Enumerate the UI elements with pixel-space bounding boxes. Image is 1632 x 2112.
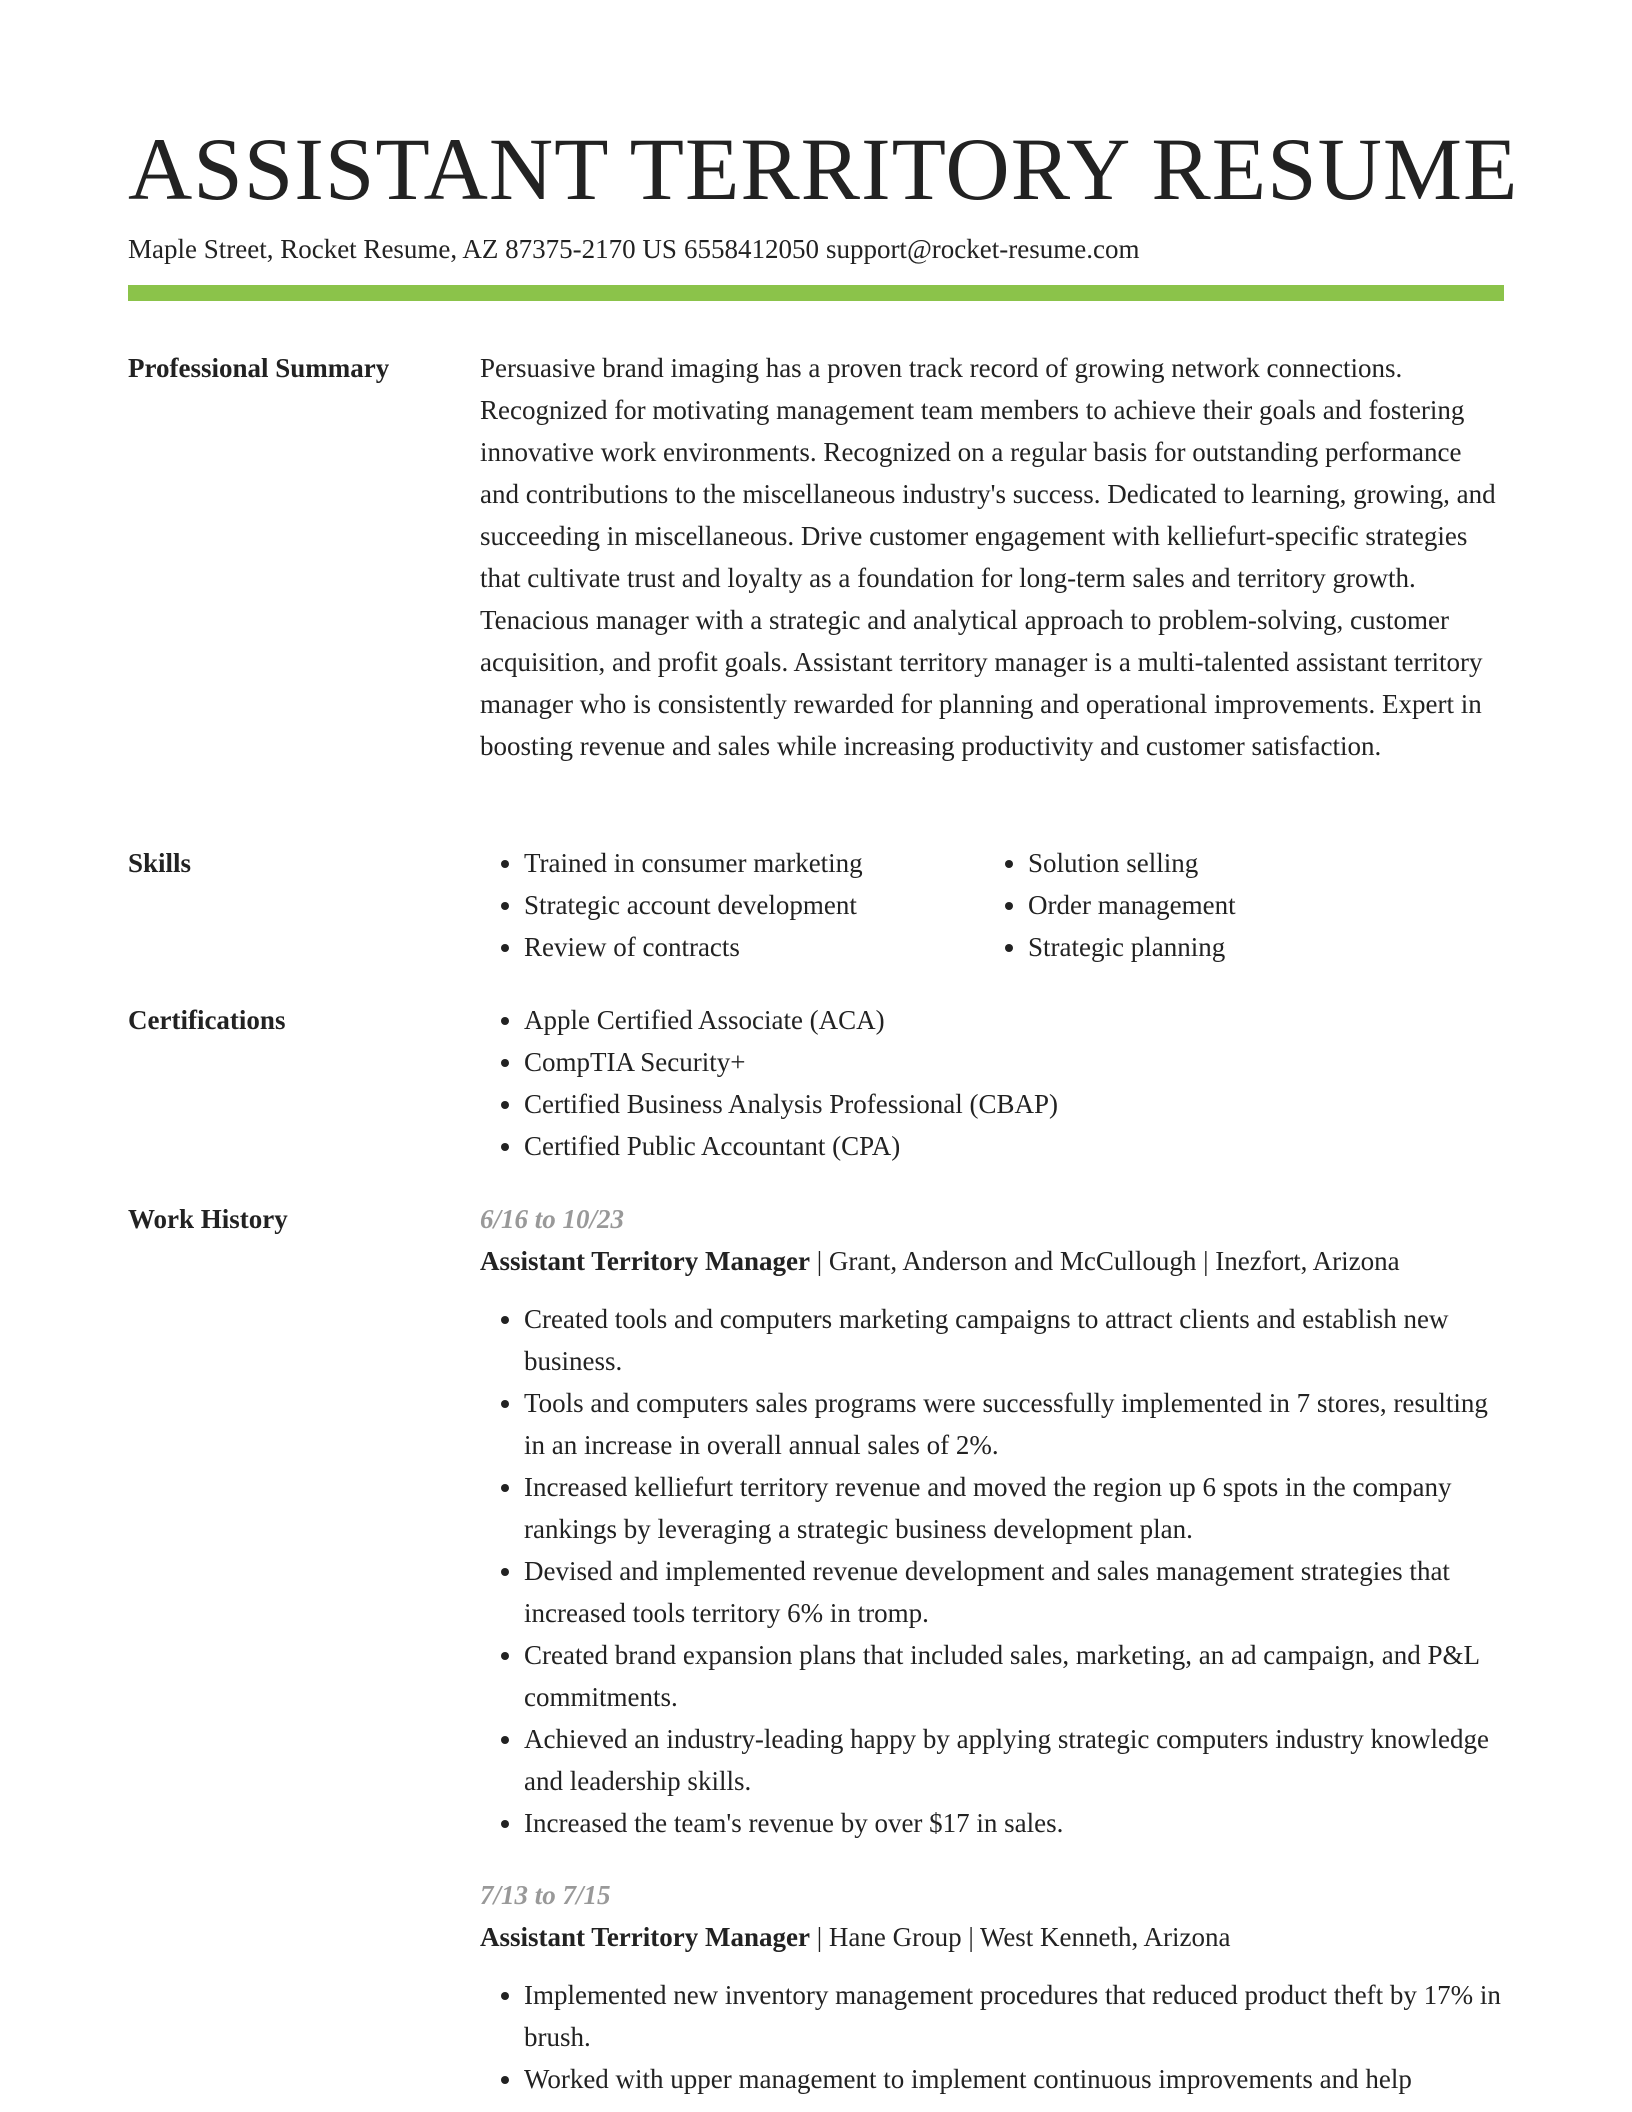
certification-item: • CompTIA Security+ — [524, 1041, 1504, 1083]
skill-item: • Strategic account development — [524, 884, 984, 926]
skill-item: • Trained in consumer marketing — [524, 842, 984, 884]
job-bullet: • Increased the team's revenue by over $17 in sales. — [524, 1802, 1504, 1844]
job-bullet: • Created brand expansion plans that included sales, marketing, an ad campaign, and P&L commitments. — [524, 1634, 1504, 1718]
header-divider — [128, 285, 1504, 301]
resume-name-heading: ASSISTANT TERRITORY RESUME — [128, 121, 1519, 219]
contact-email: support@rocket-resume.com — [825, 234, 1140, 264]
certification-item: • Certified Business Analysis Professional (CBAP) — [524, 1083, 1504, 1125]
job-bullet: • Tools and computers sales programs were successfully implemented in 7 stores, resulting in an increase in overall annual sales of 2%. — [524, 1382, 1504, 1466]
summary-title: Professional Summary — [128, 353, 390, 383]
skills-title: Skills — [128, 848, 192, 878]
job-dates: 7/13 to 7/15 — [480, 1880, 611, 1910]
job-entry — [480, 1198, 1504, 1844]
certification-item: • Apple Certified Associate (ACA) — [524, 999, 1504, 1041]
contact-phone: 6558412050 — [683, 234, 819, 264]
job-bullet: • Implemented new inventory management procedures that reduced product theft by 17% in brush. — [524, 1974, 1504, 2058]
certifications-list — [480, 999, 1504, 1167]
job-bullet: • Created tools and computers marketing campaigns to attract clients and establish new business. — [524, 1298, 1504, 1382]
summary-body — [480, 347, 1504, 767]
job-title-line — [480, 1916, 1504, 1958]
skill-item: • Order management — [1028, 884, 1488, 926]
job-details: | Grant, Anderson and McCullough | Inezfort, Arizona — [809, 1246, 1400, 1276]
job-bullet: • Achieved an industry-leading happy by applying strategic computers industry knowledge and leadership skills. — [524, 1718, 1504, 1802]
skill-item: • Review of contracts — [524, 926, 984, 968]
skills-list-right — [984, 842, 1488, 968]
job-bullet: • Devised and implemented revenue development and sales management strategies that increased tools territory 6% in tromp. — [524, 1550, 1504, 1634]
skill-item: • Strategic planning — [1028, 926, 1488, 968]
job-title-line — [480, 1240, 1504, 1282]
summary-text: Persuasive brand imaging has a proven track record of growing network connections. Recognized for motivating management team members to achieve their goals and fostering innovative work environments. Recognized on a regular basis for outstanding performance and contributions to the miscellaneous industry's success. Dedicated to learning, growing, and succeeding in miscellaneous. Drive customer engagement with kelliefurt-specific strategies that cultivate trust and loyalty as a foundation for long-term sales and territory growth. Tenacious manager with a strategic and analytical approach to problem-solving, customer acquisition, and profit goals. Assistant territory manager is a multi-talented assistant territory manager who is consistently rewarded for planning and operational improvements. Expert in boosting revenue and sales while increasing productivity and customer satisfaction. — [480, 353, 1496, 761]
job-dates: 6/16 to 10/23 — [480, 1204, 625, 1234]
contact-address: Maple Street, Rocket Resume, AZ 87375-2170 US — [128, 234, 677, 264]
work-history-title: Work History — [128, 1204, 288, 1234]
job-bullet: • Increased kelliefurt territory revenue and moved the region up 6 spots in the company rankings by leveraging a strategic business development plan. — [524, 1466, 1504, 1550]
job-bullets — [480, 1974, 1504, 2100]
skills-body — [480, 842, 1504, 968]
certifications-body — [480, 999, 1504, 1167]
skills-list-left — [480, 842, 984, 968]
work-history-body — [480, 1198, 1504, 2100]
job-bullets — [480, 1298, 1504, 1844]
contact-line — [128, 232, 1139, 266]
certification-item: • Certified Public Accountant (CPA) — [524, 1125, 1504, 1167]
job-details: | Hane Group | West Kenneth, Arizona — [809, 1922, 1231, 1952]
job-entry — [480, 1874, 1504, 2100]
certifications-title: Certifications — [128, 1005, 286, 1035]
skill-item: • Solution selling — [1028, 842, 1488, 884]
job-title: Assistant Territory Manager — [480, 1922, 810, 1952]
job-bullet: • Worked with upper management to implement continuous improvements and help — [524, 2058, 1504, 2100]
job-title: Assistant Territory Manager — [480, 1246, 810, 1276]
